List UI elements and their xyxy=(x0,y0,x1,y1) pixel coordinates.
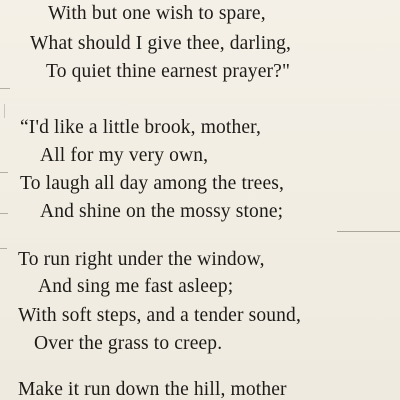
poem-line: To run right under the window, xyxy=(18,249,265,270)
margin-mark xyxy=(0,213,8,214)
poem-line: What should I give thee, darling, xyxy=(30,33,292,54)
poem-line: “I'd like a little brook, mother, xyxy=(20,117,262,138)
poem-line: All for my very own, xyxy=(40,145,209,166)
margin-mark xyxy=(0,248,7,249)
page-rule xyxy=(337,231,400,232)
poem-line: To quiet thine earnest prayer?" xyxy=(46,61,291,82)
poem-line: Over the grass to creep. xyxy=(34,333,223,354)
poem-line: And sing me fast asleep; xyxy=(38,276,234,297)
poem-line: Make it run down the hill, mother xyxy=(18,379,287,400)
poem-line: With but one wish to spare, xyxy=(48,3,266,24)
margin-mark xyxy=(0,88,10,89)
margin-mark xyxy=(4,104,5,118)
margin-mark xyxy=(0,172,8,173)
poem-line: And shine on the mossy stone; xyxy=(40,201,284,222)
poem-line: With soft steps, and a tender sound, xyxy=(18,305,301,326)
poem-line: To laugh all day among the trees, xyxy=(20,173,285,194)
